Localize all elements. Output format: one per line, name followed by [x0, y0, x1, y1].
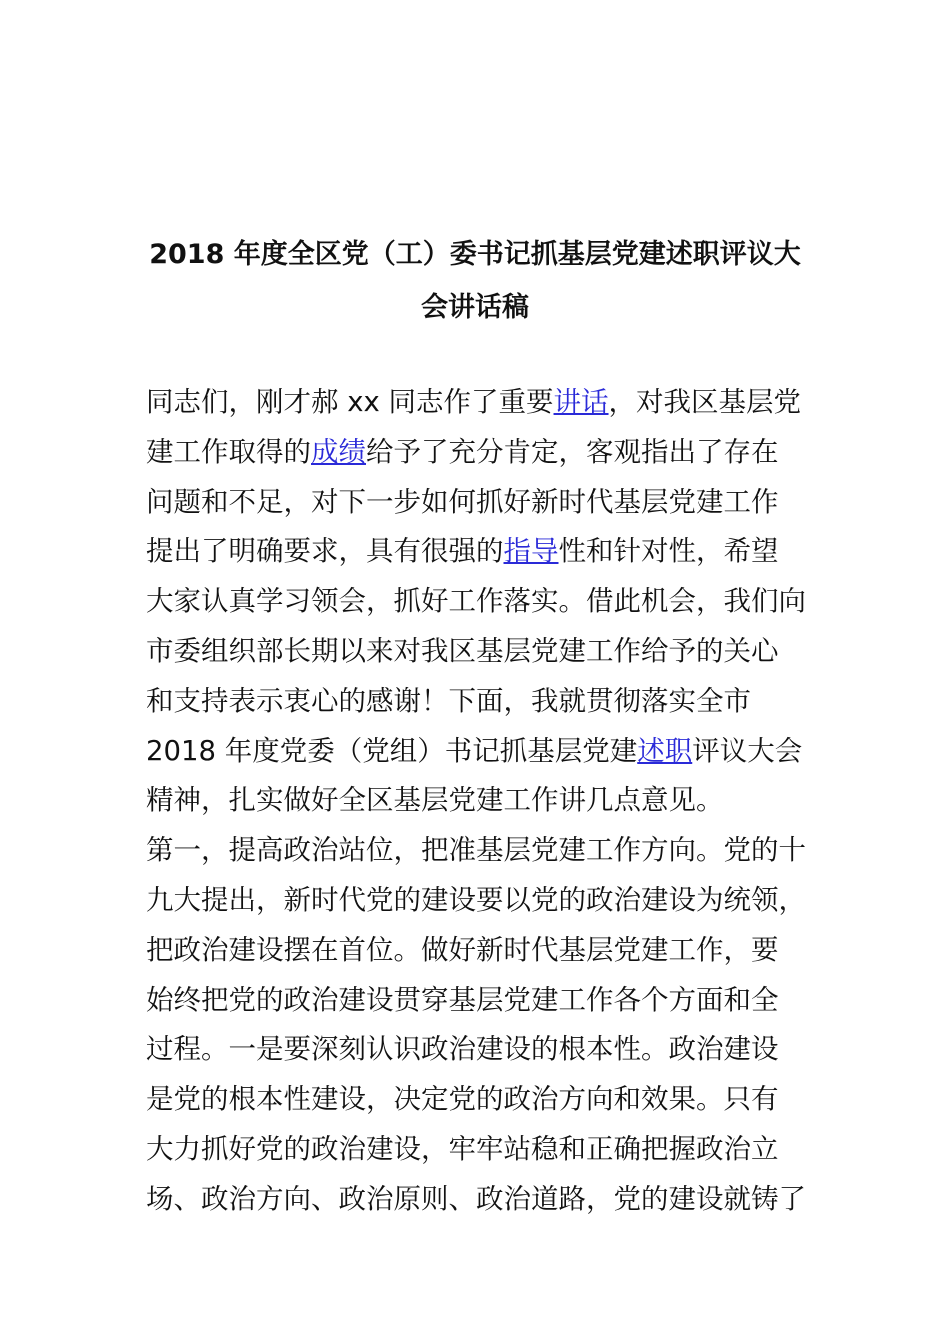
text-line [146, 378, 836, 428]
text-line [146, 826, 836, 876]
text-line [146, 1175, 836, 1225]
text-line [146, 1125, 836, 1175]
text-segment: 同志们，刚才郝 xx 同志作了重要 [146, 386, 554, 418]
title-line-2: 会讲话稿 [421, 292, 529, 323]
text-segment: 市委组织部长期以来对我区基层党建工作给予的关心 [146, 634, 779, 667]
text-segment: 第一，提高政治站位，把准基层党建工作方向。党的十 [146, 834, 806, 867]
text-line [146, 1025, 836, 1075]
title-line-1: 2018 年度全区党（工）委书记抓基层党建述职评议大 [149, 239, 801, 270]
text-line [146, 876, 836, 926]
text-line [146, 577, 836, 627]
text-line [146, 527, 836, 577]
text-segment: 2018 年度党委（党组）书记抓基层党建 [146, 734, 638, 767]
text-segment: 过程。一是要深刻认识政治建设的根本性。政治建设 [146, 1033, 779, 1066]
text-segment: 建工作取得的 [146, 435, 311, 468]
text-line [146, 627, 836, 677]
text-line [146, 776, 836, 826]
text-segment: 评议大会 [692, 734, 803, 767]
text-segment: 性和针对性，希望 [558, 535, 779, 568]
link-report[interactable]: 述职 [637, 734, 693, 767]
text-segment: 精神，扎实做好全区基层党建工作讲几点意见。 [146, 784, 724, 817]
text-segment: 把政治建设摆在首位。做好新时代基层党建工作，要 [146, 933, 779, 966]
text-segment: 问题和不足，对下一步如何抓好新时代基层党建工作 [146, 485, 779, 518]
link-guidance[interactable]: 指导 [503, 535, 559, 568]
text-segment: 是党的根本性建设，决定党的政治方向和效果。只有 [146, 1083, 779, 1116]
text-line [146, 677, 836, 727]
text-segment: 提出了明确要求，具有很强的 [146, 535, 504, 568]
body-text [146, 378, 836, 1225]
text-segment: 大家认真学习领会，抓好工作落实。借此机会，我们向 [146, 585, 806, 618]
text-segment: 九大提出，新时代党的建设要以党的政治建设为统领， [146, 883, 806, 916]
link-achievements[interactable]: 成绩 [311, 435, 366, 468]
text-line [146, 428, 836, 478]
text-segment: ，对我区基层党 [608, 386, 802, 418]
text-line [146, 1075, 836, 1125]
text-segment: 场、政治方向、政治原则、政治道路，党的建设就铸了 [146, 1182, 806, 1215]
text-line [146, 926, 836, 976]
document-title [140, 228, 810, 334]
text-segment: 给予了充分肯定，客观指出了存在 [366, 435, 779, 468]
text-segment: 大力抓好党的政治建设，牢牢站稳和正确把握政治立 [146, 1132, 779, 1165]
text-line [146, 976, 836, 1026]
link-speech[interactable]: 讲话 [553, 386, 609, 418]
text-segment: 和支持表示衷心的感谢！下面，我就贯彻落实全市 [146, 684, 751, 717]
text-segment: 始终把党的政治建设贯穿基层党建工作各个方面和全 [146, 983, 779, 1016]
text-line [146, 478, 836, 528]
text-line [146, 727, 836, 777]
